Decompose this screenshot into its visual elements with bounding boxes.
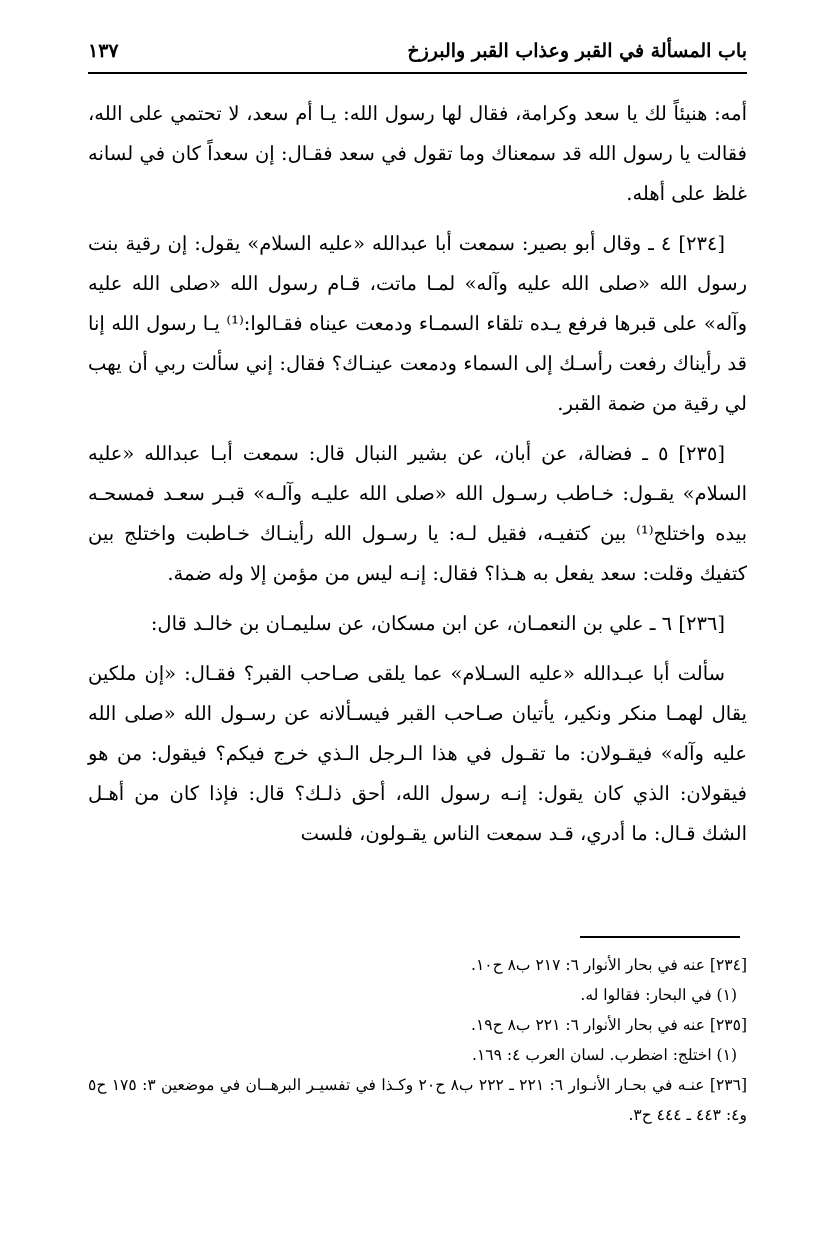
paragraph-continuation: أمه: هنيئاً لك يا سعد وكرامة، فقال لها رسول الله: يـا أم سعد، لا تحتمي على الله، فقالت يا رسول الله قد سمعناك وما تقول في سعد فقـال: إن سعداً كان في لسانه غلظ على أهله. — [88, 102, 747, 205]
hadith-235: [٢٣٥] ٥ ـ فضالة، عن أبان، عن بشير النبال قال: سمعت أبـا عبدالله «عليه السلام» يقـول: خـاطب رسـول الله «صلى الله عليـه وآلـه» قبـر سعـد فمسحـه بيده واختلج⁽¹⁾ بين كتفيـه، فقيل لـه: يا رسـول الله رأينـاك خـاطبت واختلج بين كتفيك وقلت: سعد يفعل به هـذا؟ فقال: إنـه ليس من مؤمن إلا وله ضمة. — [88, 442, 747, 585]
chapter-title: باب المسألة في القبر وعذاب القبر والبرزخ — [407, 40, 747, 62]
footnotes — [88, 950, 747, 1130]
main-text — [88, 94, 747, 864]
footnote-234: [٢٣٤] عنه في بحار الأنوار ٦: ٢١٧ ب٨ ح١٠. — [471, 956, 747, 974]
footnote-236: [٢٣٦] عنـه في بحـار الأنـوار ٦: ٢٢١ ـ ٢٢٢ ب٨ ح٢٠ وكـذا في تفسيـر البرهــان في موضعين ٣: ١٧٥ ح٥ و٤: ٤٤٣ ـ ٤٤٤ ح٣. — [88, 1076, 747, 1124]
footnote-divider — [580, 936, 740, 938]
footnote-235: [٢٣٥] عنه في بحار الأنوار ٦: ٢٢١ ب٨ ح١٩. — [471, 1016, 747, 1034]
running-header — [88, 36, 747, 74]
page-number: ١٣٧ — [88, 40, 119, 62]
footnote-235-1: (١) اختلج: اضطرب. لسان العرب ٤: ١٦٩. — [472, 1046, 737, 1064]
hadith-236-matn: سألت أبا عبـدالله «عليه السـلام» عما يلقى صـاحب القبر؟ فقـال: «إن ملكين يقال لهمـا منكر ونكير، يأتيان صـاحب القبر فيسـألانه عن رسـول الله «صلى الله عليه وآله» فيقـولان: ما تقـول في هذا الـرجل الـذي خرج فيكم؟ فيقول: من هو فيقولان: الذي كان يقول: إنـه رسول الله، أحق ذلـك؟ قال: فإذا كان من أهـل الشك قـال: ما أدري، قـد سمعت الناس يقـولون، فلست — [88, 662, 747, 845]
hadith-234: [٢٣٤] ٤ ـ وقال أبو بصير: سمعت أبا عبدالله «عليه السلام» يقول: إن رقية بنت رسول الله «صلى الله عليه وآله» لمـا ماتت، قـام رسول الله «صلى الله عليه وآله» على قبرها فرفع يـده تلقاء السمـاء ودمعت عيناه فقـالوا:⁽¹⁾ يـا رسول الله إنا قد رأيناك رفعت رأسـك إلى السماء ودمعت عينـاك؟ فقال: إني سألت ربي أن يهب لي رقية من ضمة القبر. — [88, 232, 748, 415]
footnote-234-1: (١) في البحار: فقالوا له. — [580, 986, 737, 1004]
hadith-236-isnad: [٢٣٦] ٦ ـ علي بن النعمـان، عن ابن مسكان، عن سليمـان بن خالـد قال: — [150, 612, 725, 635]
